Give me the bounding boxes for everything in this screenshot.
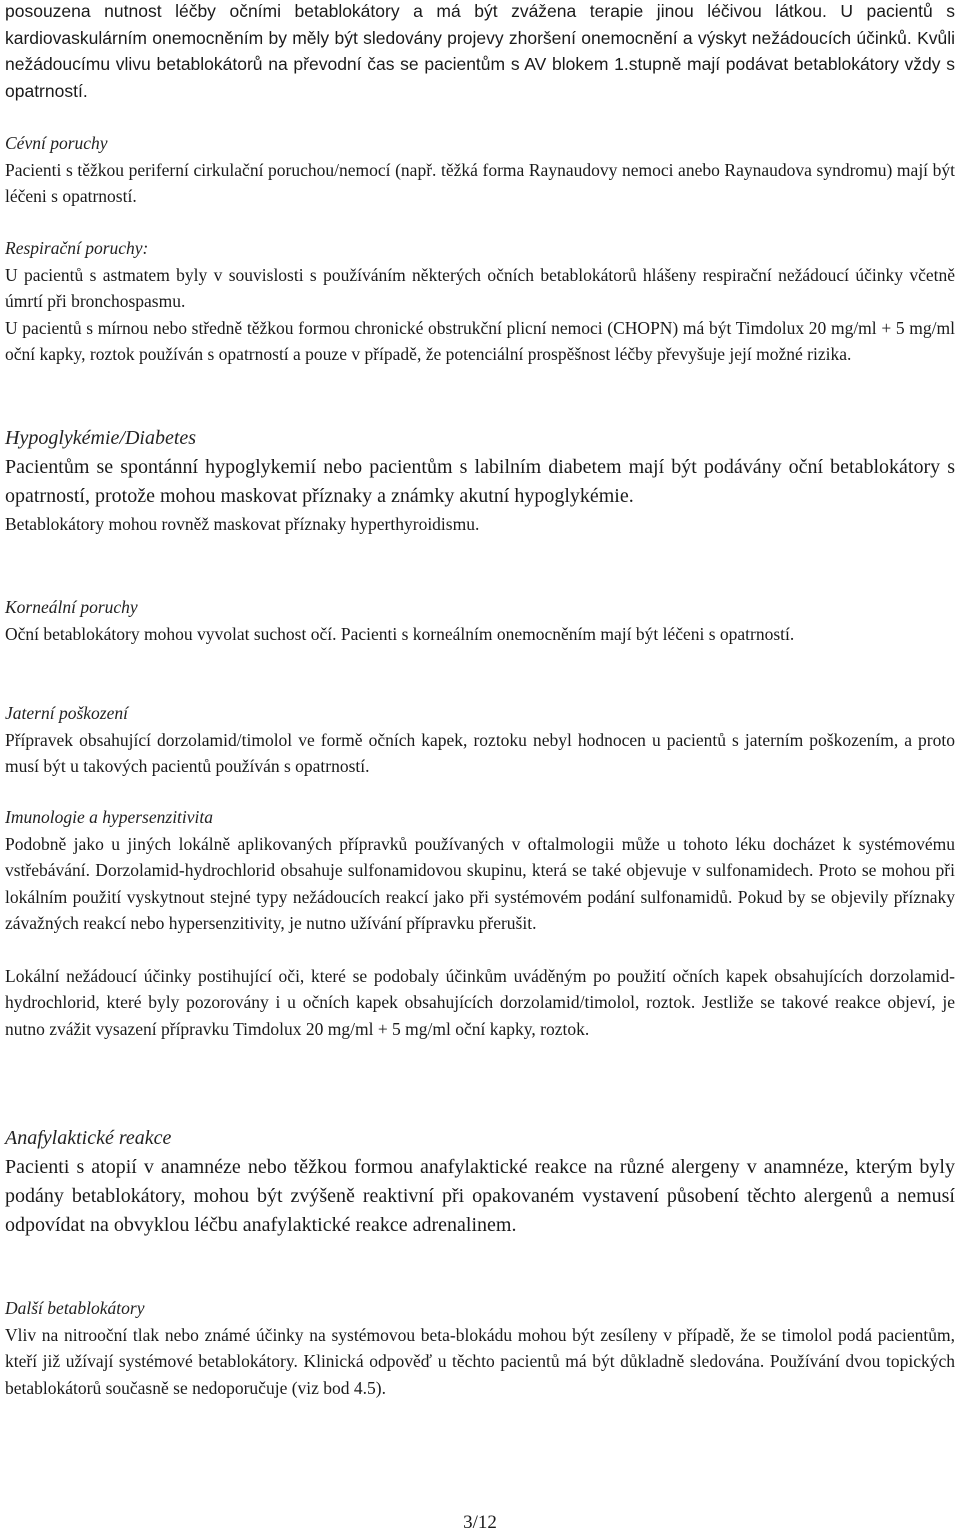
section-paragraph: U pacientů s astmatem byly v souvislosti s používáním některých očních betablokátorů hlášeny respirační nežádoucí účinky včetně úmrtí při bronchospasmu. xyxy=(5,264,955,311)
section-paragraph: Betablokátory mohou rovněž maskovat příznaky hyperthyroidismu. xyxy=(5,514,480,534)
section-heading: Cévní poruchy xyxy=(5,133,108,153)
section-liver xyxy=(5,700,955,780)
intro-paragraph: posouzena nutnost léčby očními betablokátory a má být zvážena terapie jinou léčivou látkou. U pacientů s kardiovaskulárním onemocněním by měly být sledovány projevy zhoršení onemocnění a výskyt nežádoucích účinků. Kvůli nežádoucímu vlivu betablokátorů na převodní čas se pacientům s AV blokem 1.stupně mají podávat betablokátory vždy s opatrností. xyxy=(5,1,955,101)
section-paragraph: Podobně jako u jiných lokálně aplikovaných přípravků používaných v oftalmologii může u tohoto léku docházet k systémovému vstřebávání. Dorzolamid-hydrochlorid obsahuje sulfonamidovou skupinu, která se také objevuje v sulfonamidech. Proto se mohou při lokálním použití vyskytnout stejné typy nežádoucích reakcí jako při systémovém podání sulfonamidů. Pokud by se objevily příznaky závažných reakcí nebo hypersenzitivity, je nutno užívání přípravku přerušit. xyxy=(5,833,955,933)
section-heading: Jaterní poškození xyxy=(5,703,128,723)
page-number: 3/12 xyxy=(463,1512,497,1533)
section-heading: Korneální poruchy xyxy=(5,597,138,617)
section-paragraph: Vliv na nitrooční tlak nebo známé účinky na systémovou beta-blokádu mohou být zesíleny v případě, že se timolol podá pacientům, kteří již užívají systémové betablokátory. Klinická odpověď u těchto pacientů má být důkladně sledována. Používání dvou topických betablokátorů současně se nedoporučuje (viz bod 4.5). xyxy=(5,1324,955,1398)
section-respiratory xyxy=(5,235,955,368)
section-heading: Respirační poruchy: xyxy=(5,238,149,258)
section-other-betablockers xyxy=(5,1295,955,1401)
section-vascular xyxy=(5,130,955,210)
section-heading: Další betablokátory xyxy=(5,1298,145,1318)
section-paragraph: U pacientů s mírnou nebo středně těžkou formou chronické obstrukční plicní nemoci (CHOPN) má být Timdolux 20 mg/ml + 5 mg/ml oční kapky, roztok používán s opatrností a pouze v případě, že potenciální prospěšnost léčby převyšuje její možné rizika. xyxy=(5,317,955,364)
intro-section xyxy=(5,0,955,104)
section-corneal xyxy=(5,594,955,647)
section-paragraph: Přípravek obsahující dorzolamid/timolol ve formě očních kapek, roztoku nebyl hodnocen u pacientů s jaterním poškozením, a proto musí být u takových pacientů používán s opatrností. xyxy=(5,729,955,776)
section-paragraph: Oční betablokátory mohou vyvolat suchost očí. Pacienti s korneálním onemocněním mají být léčeni s opatrností. xyxy=(5,623,795,644)
section-immunology xyxy=(5,804,955,1042)
section-paragraph: Lokální nežádoucí účinky postihující oči, které se podobaly účinkům uváděným po použití očních kapek obsahujících dorzolamid-hydrochlorid, které byly pozorovány i u očních kapek obsahujících dorzolamid/timolol, roztok. Jestliže se takové reakce objeví, je nutno zvážit vysazení přípravku Timdolux 20 mg/ml + 5 mg/ml oční kapky, roztok. xyxy=(5,965,955,1039)
section-heading: Hypoglykémie/Diabetes xyxy=(5,427,197,449)
section-hypoglycemia xyxy=(5,424,955,538)
section-anaphylaxis xyxy=(5,1124,955,1240)
section-heading: Anafylaktické reakce xyxy=(5,1127,172,1149)
section-paragraph: Pacienti s atopií v anamnéze nebo těžkou formou anafylaktické reakce na různé alergeny v anamnéze, kterým byly podány betablokátory, mohou být zvýšeně reaktivní při opakovaném vystavení působení těchto alergenů a nemusí odpovídat na obvyklou léčbu anafylaktické reakce adrenalinem. xyxy=(5,1156,955,1236)
section-paragraph: Pacientům se spontánní hypoglykemií nebo pacientům s labilním diabetem mají být podávány oční betablokátory s opatrností, protože mohou maskovat příznaky a známky akutní hypoglykémie. xyxy=(5,456,955,507)
section-paragraph: Pacienti s těžkou periferní cirkulační poruchou/nemocí (např. těžká forma Raynaudovy nemoci anebo Raynaudova syndromu) mají být léčeni s opatrností. xyxy=(5,159,955,206)
section-heading: Imunologie a hypersenzitivita xyxy=(5,807,214,827)
